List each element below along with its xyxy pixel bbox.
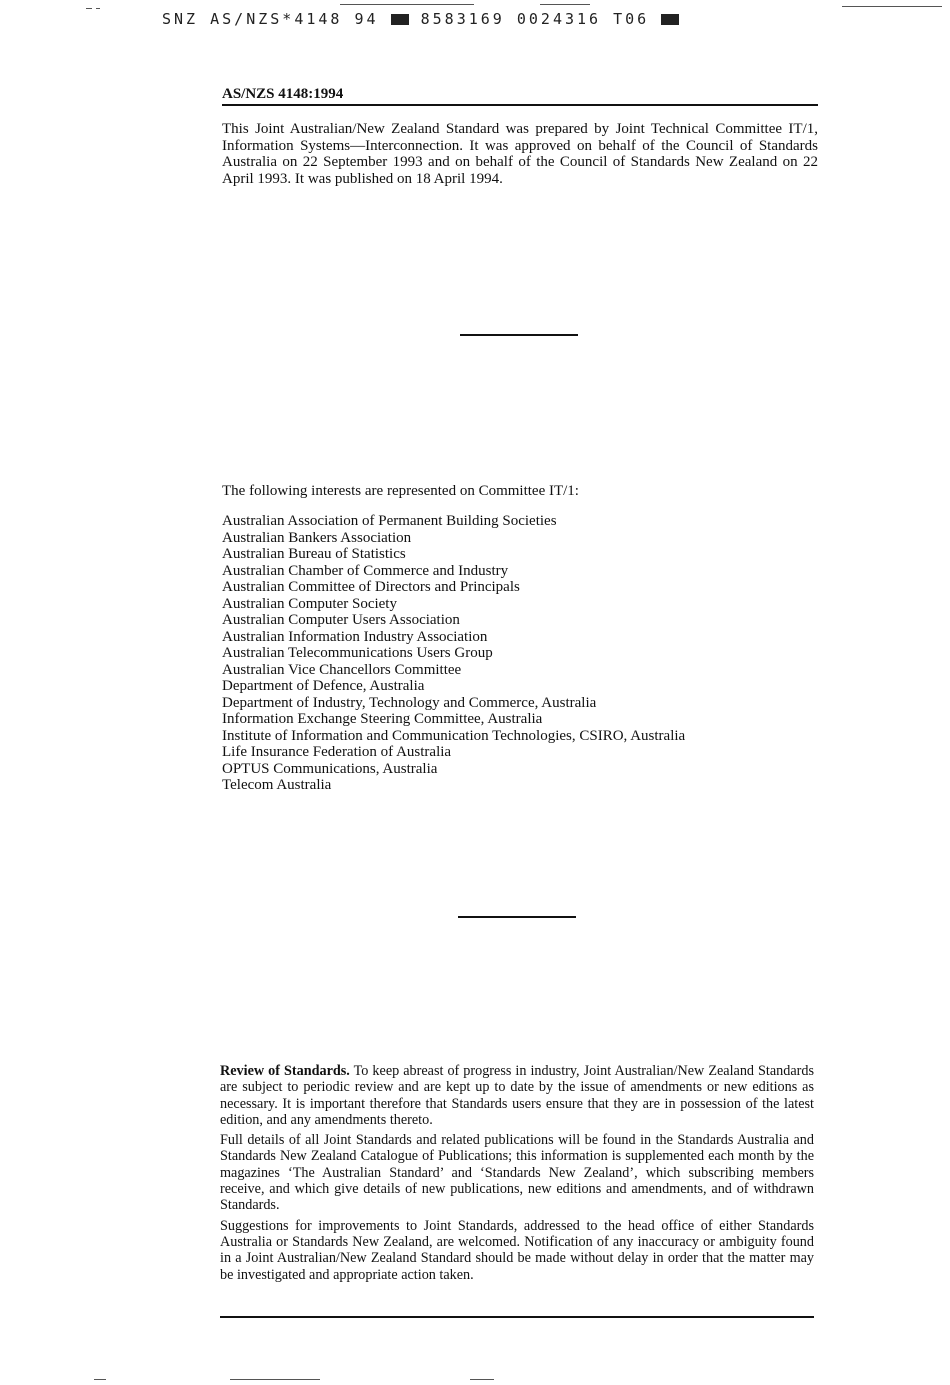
page-header-code — [162, 10, 679, 28]
list-item: Australian Computer Users Association — [222, 612, 460, 628]
scan-artifact-mark — [94, 1379, 106, 1380]
scan-artifact-mark — [96, 8, 100, 9]
scan-artifact-mark — [470, 1379, 494, 1380]
document-identifier: AS/NZS 4148:1994 — [222, 86, 344, 102]
interests-heading: The following interests are represented on Committee IT/1: — [222, 483, 579, 499]
list-item: Information Exchange Steering Committee, Australia — [222, 711, 543, 727]
list-item: Australian Bankers Association — [222, 529, 412, 546]
review-paragraph — [220, 1063, 814, 1128]
section-separator — [460, 334, 578, 336]
list-item: Australian Chamber of Commerce and Industry — [222, 562, 509, 579]
header-code-right: 8583169 0024316 T06 — [420, 10, 650, 28]
scan-artifact-mark — [540, 4, 590, 5]
barcode-block-icon — [661, 14, 679, 25]
section-separator — [458, 916, 576, 918]
list-item: Australian Bureau of Statistics — [222, 546, 406, 562]
review-text: To keep abreast of progress in industry, Joint Australian/New Zealand Standards are subject to periodic review and are kept up to date by the issue of amendments or new editions as necessary. It is important therefore that Standards users ensure that they are in possession of the latest edition, and any amendments thereto. — [220, 1063, 814, 1128]
list-item: Telecom Australia — [222, 777, 332, 793]
list-item: Institute of Information and Communication Technologies, CSIRO, Australia — [222, 727, 686, 744]
header-code-left: SNZ AS/NZS*4148 94 — [162, 10, 379, 28]
list-item: Australian Vice Chancellors Committee — [222, 661, 462, 678]
list-item: Australian Committee of Directors and Principals — [222, 579, 520, 595]
barcode-block-icon — [391, 14, 409, 25]
list-item: Department of Defence, Australia — [222, 678, 425, 694]
list-item: Australian Information Industry Association — [222, 628, 488, 645]
list-item: Australian Association of Permanent Building Societies — [222, 513, 557, 529]
review-paragraph: Full details of all Joint Standards and related publications will be found in the Standards Australia and Standards New Zealand Catalogue of Publications; this information is supplemented each month by the magazines ‘The Australian Standard’ and ‘Standards New Zealand’, which subscribing members receive, and which give details of new publications, new editions and amendments, and of withdrawn Standards. — [220, 1132, 814, 1214]
list-item: OPTUS Communications, Australia — [222, 760, 438, 777]
review-of-standards — [220, 1063, 814, 1287]
scan-artifact-mark — [86, 8, 92, 9]
title-rule — [222, 104, 818, 106]
review-heading: Review of Standards. — [220, 1063, 350, 1079]
intro-paragraph: This Joint Australian/New Zealand Standard was prepared by Joint Technical Committee IT/1, Information Systems—Interconnection. It was approved on behalf of the Council of Standards Australia on 22 September 1993 and on behalf of the Council of Standards New Zealand on 22 April 1993. It was published on 18 April 1994. — [222, 121, 818, 187]
scan-artifact-mark — [842, 6, 942, 7]
scan-artifact-mark — [340, 4, 474, 5]
bottom-rule — [220, 1316, 814, 1318]
review-paragraph: Suggestions for improvements to Joint Standards, addressed to the head office of either Standards Australia or Standards New Zealand, are welcomed. Notification of any inaccuracy or ambiguity found in a Joint Australian/New Zealand Standard should be made without delay in order that the matter may be investigated and appropriate action taken. — [220, 1217, 814, 1283]
list-item: Australian Telecommunications Users Group — [222, 645, 493, 661]
interests-list — [222, 513, 685, 794]
scan-artifact-mark — [230, 1379, 320, 1380]
list-item: Department of Industry, Technology and Commerce, Australia — [222, 694, 597, 711]
list-item: Life Insurance Federation of Australia — [222, 744, 452, 760]
list-item: Australian Computer Society — [222, 595, 397, 612]
